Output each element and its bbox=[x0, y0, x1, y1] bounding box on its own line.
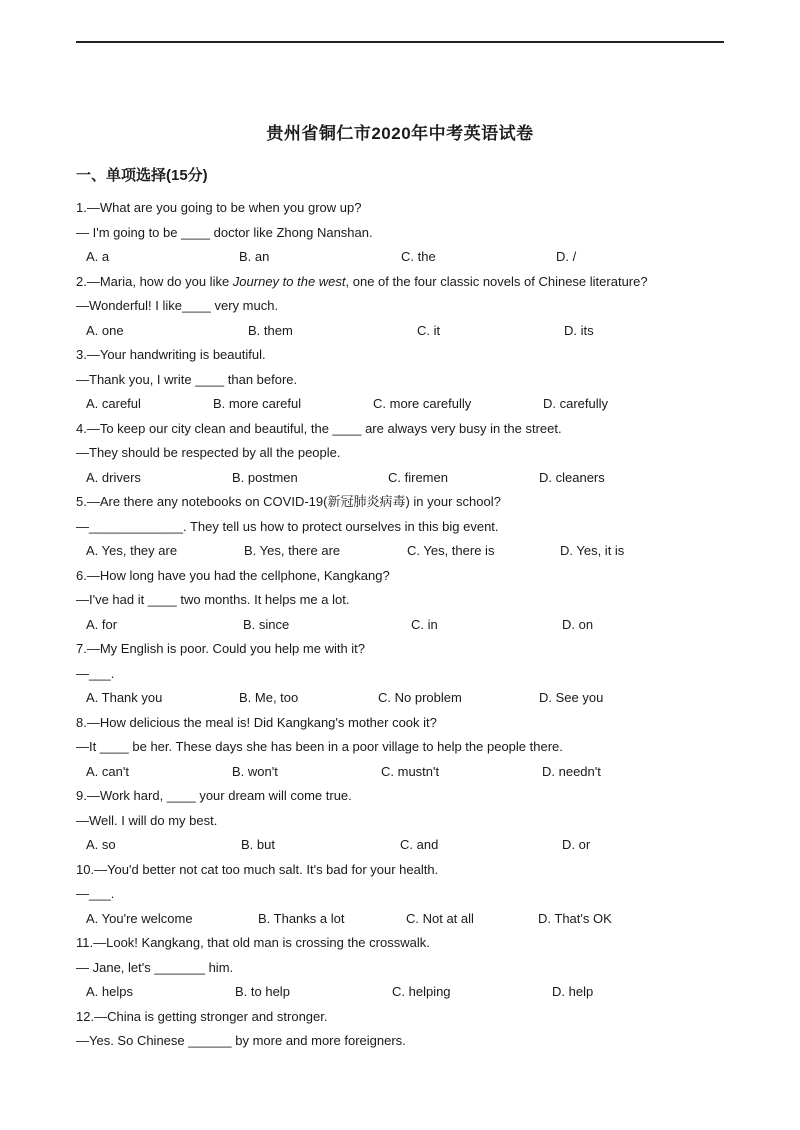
option-b: B. postmen bbox=[232, 469, 298, 485]
question-2-line-1 bbox=[76, 270, 736, 295]
question-3-line-2: —Thank you, I write ____ than before. bbox=[76, 371, 298, 387]
option-d: D. needn't bbox=[542, 763, 601, 779]
option-d: D. or bbox=[562, 837, 591, 852]
option-d: D. See you bbox=[539, 690, 604, 705]
question-8-line-1: 8.—How delicious the meal is! Did Kangkang's mother cook it? bbox=[76, 714, 437, 730]
option-a: A. careful bbox=[86, 396, 141, 411]
question-2-stem-end: , one of the four classic novels of Chinese literature? bbox=[345, 273, 648, 289]
option-d: D. on bbox=[562, 616, 594, 632]
question-3-line-1: 3.—Your handwriting is beautiful. bbox=[76, 347, 266, 362]
question-9-line-2: —Well. I will do my best. bbox=[76, 812, 218, 828]
option-c: C. more carefully bbox=[373, 396, 472, 411]
question-7-line-1: 7.—My English is poor. Could you help me with it? bbox=[76, 641, 366, 656]
option-d: D. Yes, it is bbox=[560, 543, 625, 558]
option-b: B. won't bbox=[232, 763, 278, 779]
option-c: C. the bbox=[401, 249, 436, 264]
option-a: A. drivers bbox=[86, 469, 141, 485]
option-a: A. for bbox=[86, 616, 118, 632]
question-1-options bbox=[76, 245, 736, 270]
option-c: C. in bbox=[411, 616, 438, 632]
top-rule bbox=[76, 41, 724, 43]
page-title: 贵州省铜仁市2020年中考英语试卷 bbox=[266, 124, 534, 143]
option-b: B. to help bbox=[235, 984, 290, 999]
question-1-line-2: — I'm going to be ____ doctor like Zhong Nanshan. bbox=[76, 224, 373, 240]
question-10-options bbox=[76, 907, 736, 932]
option-d: D. / bbox=[556, 249, 577, 264]
question-1-line-1: 1.—What are you going to be when you grow up? bbox=[76, 200, 362, 215]
option-a: A. Thank you bbox=[86, 690, 163, 705]
option-b: B. Thanks a lot bbox=[258, 910, 345, 926]
question-8-line-2: —It ____ be her. These days she has been in a poor village to help the people there. bbox=[76, 739, 563, 754]
option-c: C. No problem bbox=[378, 690, 462, 705]
option-c: C. Not at all bbox=[406, 910, 474, 926]
option-d: D. That's OK bbox=[538, 910, 612, 926]
question-2-line-2: —Wonderful! I like____ very much. bbox=[76, 298, 279, 313]
option-b: B. Yes, there are bbox=[244, 543, 341, 558]
question-list bbox=[76, 196, 736, 1054]
question-11-line-1: 11.—Look! Kangkang, that old man is crossing the crosswalk. bbox=[76, 935, 430, 950]
question-11-line-2: — Jane, let's _______ him. bbox=[76, 959, 234, 975]
question-8-options bbox=[76, 760, 736, 785]
question-2-options bbox=[76, 319, 736, 344]
option-a: A. one bbox=[86, 322, 124, 338]
question-2-stem: 2.—Maria, how do you like bbox=[76, 273, 233, 289]
question-9-options bbox=[76, 833, 736, 858]
question-6-line-1: 6.—How long have you had the cellphone, Kangkang? bbox=[76, 567, 390, 583]
question-9-line-1: 9.—Work hard, ____ your dream will come true. bbox=[76, 788, 352, 803]
question-5-line-2: —_____________. They tell us how to protect ourselves in this big event. bbox=[76, 518, 499, 534]
option-a: A. a bbox=[86, 249, 110, 264]
option-d: D. its bbox=[564, 322, 594, 338]
option-b: B. them bbox=[248, 322, 293, 338]
question-11-options bbox=[76, 980, 736, 1005]
question-6-line-2: —I've had it ____ two months. It helps me a lot. bbox=[76, 592, 350, 607]
option-b: B. but bbox=[241, 837, 275, 852]
question-10-line-2: —___. bbox=[76, 886, 115, 901]
option-c: C. and bbox=[400, 837, 439, 852]
question-4-options bbox=[76, 466, 736, 491]
section-heading: 一、单项选择(15分) bbox=[76, 167, 208, 184]
option-d: D. cleaners bbox=[539, 469, 605, 485]
option-b: B. more careful bbox=[213, 396, 302, 411]
option-c: C. it bbox=[417, 322, 441, 338]
question-4-line-1: 4.—To keep our city clean and beautiful, the ____ are always very busy in the street. bbox=[76, 420, 562, 436]
option-c: C. Yes, there is bbox=[407, 543, 495, 558]
option-a: A. so bbox=[86, 837, 116, 852]
option-c: C. helping bbox=[392, 984, 451, 999]
option-a: A. can't bbox=[86, 763, 129, 779]
question-3-options bbox=[76, 392, 736, 417]
question-7-options bbox=[76, 686, 736, 711]
question-7-line-2: —___. bbox=[76, 665, 115, 681]
question-10-line-1: 10.—You'd better not cat too much salt. It's bad for your health. bbox=[76, 861, 439, 877]
question-6-options bbox=[76, 613, 736, 638]
option-a: A. Yes, they are bbox=[86, 543, 178, 558]
question-2-book-title: Journey to the west bbox=[232, 273, 346, 289]
option-a: A. helps bbox=[86, 984, 133, 999]
option-b: B. an bbox=[239, 249, 270, 264]
option-a: A. You're welcome bbox=[86, 910, 193, 926]
option-d: D. help bbox=[552, 984, 594, 999]
question-12-line-1: 12.—China is getting stronger and stronger. bbox=[76, 1008, 328, 1024]
option-b: B. Me, too bbox=[239, 690, 299, 705]
question-4-line-2: —They should be respected by all the people. bbox=[76, 445, 341, 460]
option-b: B. since bbox=[243, 616, 290, 632]
question-5-line-1: 5.—Are there any notebooks on COVID-19(新冠肺炎病毒) in your school? bbox=[76, 494, 501, 509]
question-12-line-2: —Yes. So Chinese ______ by more and more foreigners. bbox=[76, 1033, 406, 1048]
question-5-options bbox=[76, 539, 736, 564]
option-d: D. carefully bbox=[543, 396, 609, 411]
option-c: C. mustn't bbox=[381, 763, 440, 779]
option-c: C. firemen bbox=[388, 469, 448, 485]
